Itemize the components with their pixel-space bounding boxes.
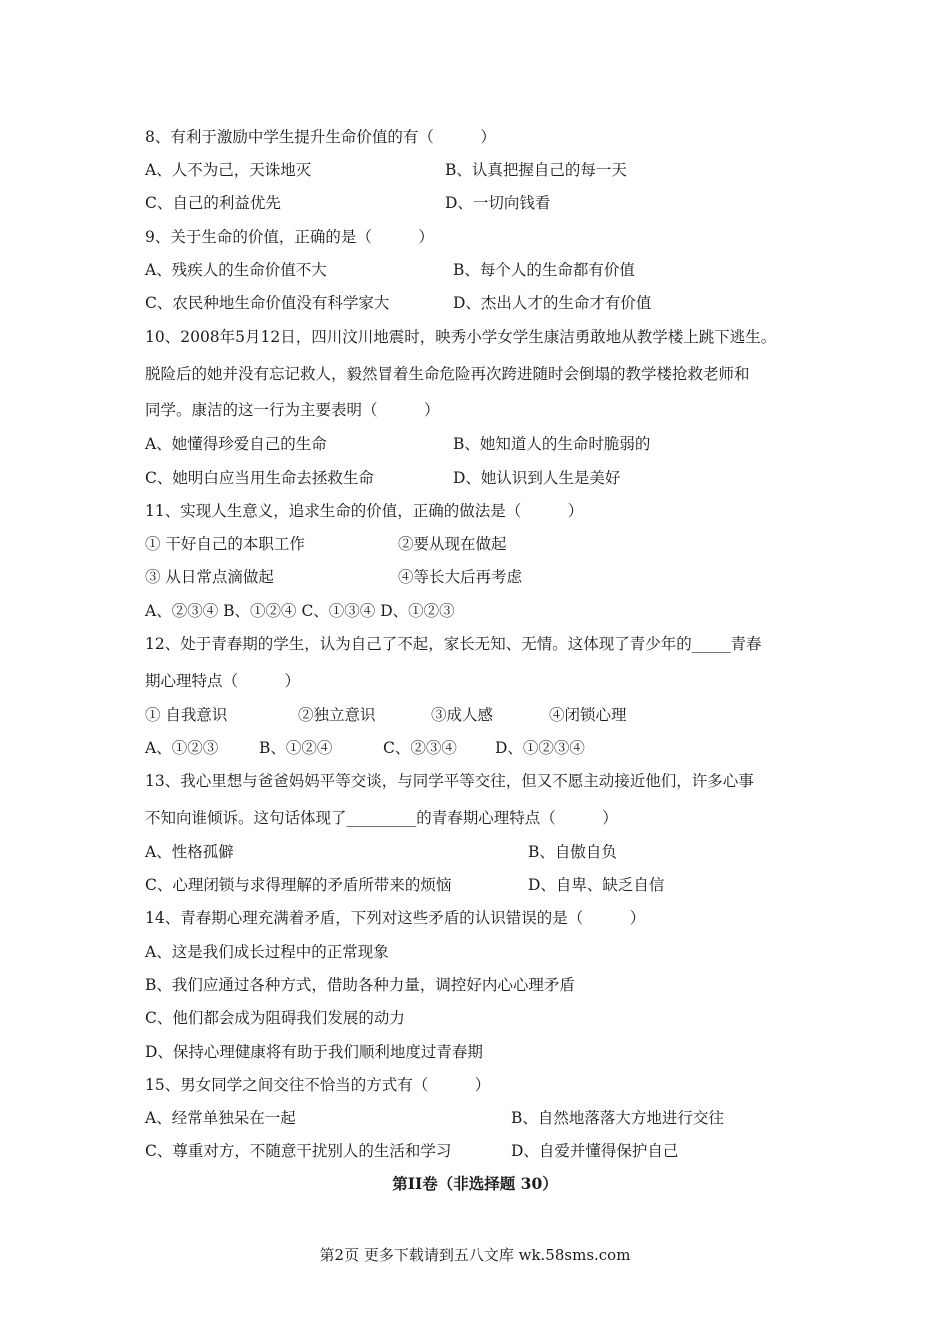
q15-option-c: C、尊重对方，不随意干扰别人的生活和学习 [145,1142,452,1160]
q12-choice-4: ④闭锁心理 [549,706,627,724]
q13-stem-line1: 13、我心里想与爸爸妈妈平等交谈，与同学平等交往，但又不愿主动接近他们，许多心事 [145,772,754,790]
page-footer: 第2页 更多下载请到五八文库 wk.58sms.com [319,1246,631,1264]
q10-option-d: D、她认识到人生是美好 [453,469,621,487]
q12-stem-line1: 12、处于青春期的学生，认为自己了不起，家长无知、无情。这体现了青少年的_____青春 [145,635,762,653]
q14-option-c: C、他们都会成为阻碍我们发展的动力 [145,1009,405,1027]
q15-stem: 15、男女同学之间交往不恰当的方式有（ ） [145,1076,491,1094]
q14-option-a: A、这是我们成长过程中的正常现象 [145,943,389,961]
q12-choice-3: ③成人感 [431,706,494,724]
q12-answer-b: B、①②④ [259,739,333,757]
q11-choice-3: ③ 从日常点滴做起 [145,568,274,586]
q12-answer-c: C、②③④ [383,739,457,757]
q13-option-b: B、自傲自负 [528,843,617,861]
q10-stem-line1: 10、2008年5月12日，四川汶川地震时，映秀小学女学生康洁勇敢地从教学楼上跳下逃生。 [145,328,777,346]
q8-option-a: A、人不为己，天诛地灭 [145,161,312,179]
q8-option-c: C、自己的利益优先 [145,194,281,212]
q10-option-a: A、她懂得珍爱自己的生命 [145,435,327,453]
q11-stem: 11、实现人生意义，追求生命的价值，正确的做法是（ ） [145,502,584,520]
q8-stem: 8、有利于激励中学生提升生命价值的有（ ） [145,128,496,146]
q12-answer-a: A、①②③ [145,739,219,757]
q15-option-a: A、经常单独呆在一起 [145,1109,296,1127]
q8-option-d: D、一切向钱看 [445,194,551,212]
q14-option-b: B、我们应通过各种方式，借助各种力量，调控好内心心理矛盾 [145,976,575,994]
section-title: 第II卷（非选择题 30） [392,1174,558,1193]
q10-option-c: C、她明白应当用生命去拯救生命 [145,469,374,487]
q12-choice-1: ① 自我意识 [145,706,228,724]
q14-option-d: D、保持心理健康将有助于我们顺利地度过青春期 [145,1043,483,1061]
q12-answer-d: D、①②③④ [495,739,585,757]
q11-choice-1: ① 干好自己的本职工作 [145,535,305,553]
q9-option-c: C、农民种地生命价值没有科学家大 [145,294,390,312]
q13-option-a: A、性格孤僻 [145,843,234,861]
q15-option-d: D、自爱并懂得保护自己 [511,1142,679,1160]
q9-stem: 9、关于生命的价值，正确的是（ ） [145,228,434,246]
q9-option-d: D、杰出人才的生命才有价值 [453,294,652,312]
q11-choice-2: ②要从现在做起 [398,535,507,553]
q12-stem-line2: 期心理特点（ ） [145,672,301,690]
q14-stem: 14、青春期心理充满着矛盾，下列对这些矛盾的认识错误的是（ ） [145,909,646,927]
q13-option-c: C、心理闭锁与求得理解的矛盾所带来的烦恼 [145,876,452,894]
q13-option-d: D、自卑、缺乏自信 [528,876,665,894]
q12-choice-2: ②独立意识 [298,706,376,724]
q9-option-a: A、残疾人的生命价值不大 [145,261,327,279]
q10-option-b: B、她知道人的生命时脆弱的 [453,435,651,453]
q11-choice-4: ④等长大后再考虑 [398,568,523,586]
q10-stem-line3: 同学。康洁的这一行为主要表明（ ） [145,401,440,419]
q11-answers: A、②③④ B、①②④ C、①③④ D、①②③ [145,602,455,620]
q15-option-b: B、自然地落落大方地进行交往 [511,1109,724,1127]
q10-stem-line2: 脱险后的她并没有忘记救人，毅然冒着生命危险再次跨进随时会倒塌的教学楼抢救老师和 [145,365,750,383]
q8-option-b: B、认真把握自己的每一天 [445,161,627,179]
q13-stem-line2: 不知向谁倾诉。这句话体现了_________的青春期心理特点（ ） [145,809,618,827]
q9-option-b: B、每个人的生命都有价值 [453,261,635,279]
